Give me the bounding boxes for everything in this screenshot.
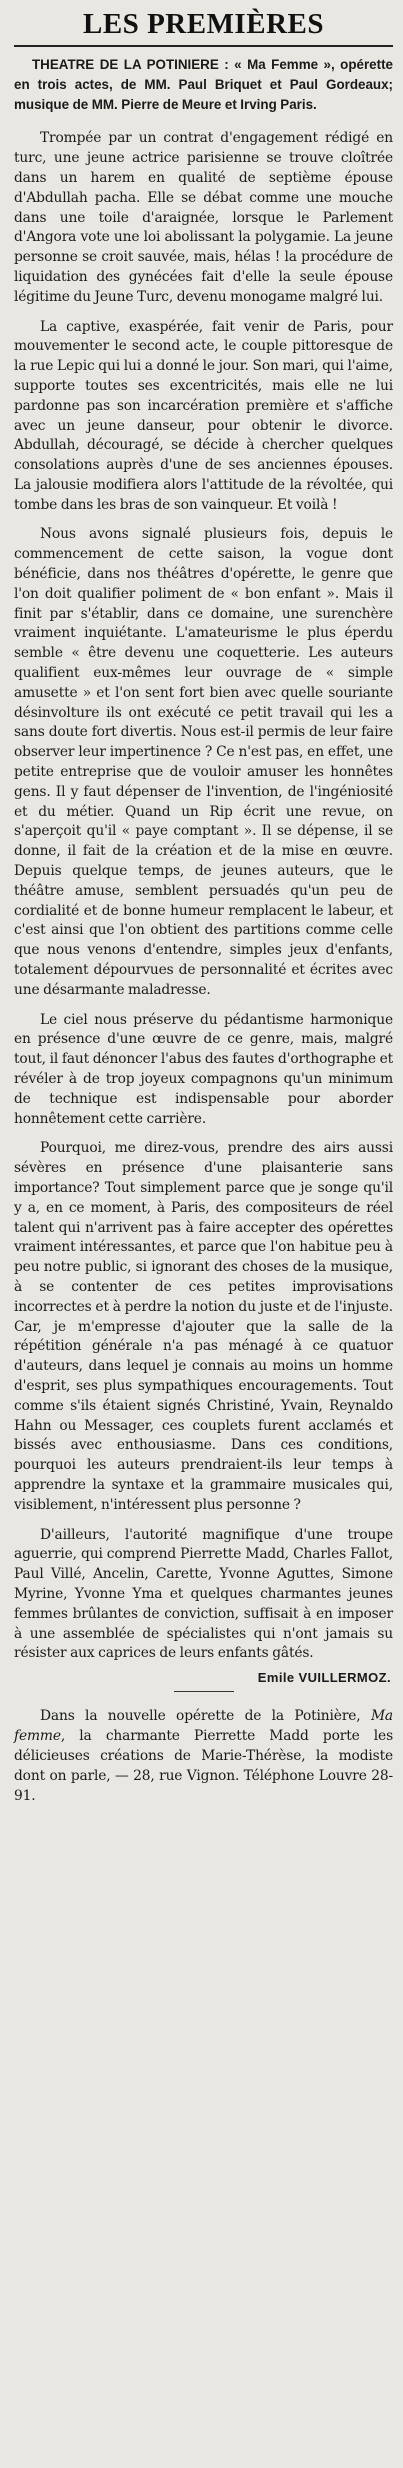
paragraph: D'ailleurs, l'autorité magnifique d'une troupe aguerrie, qui comprend Pierrette Madd, Charles Fallot, Paul Villé, Ancelin, Carette, Yvonne Aguttes, Simone Myrine, Yvonne Yma et quelques charmantes jeunes femmes brûlantes de conviction, suffisait à en imposer à une assemblée de spécialistes qui n'ont jamais su résister aux caprices de leurs enfants gâtés. (14, 1526, 393, 1662)
page-title: LES PREMIÈRES (83, 8, 324, 40)
paragraph: Nous avons signalé plusieurs fois, depuis le commencement de cette saison, la vogue dont bénéficie, dans nos théâtres d'opérette, le genre que l'on doit qualifier poliment de « bon enfant ». Mais il finit par s'établir, dans ce domaine, une surenchère vraiment inquiétante. L'amateurisme le plus éperdu semble « être devenu une coquetterie. Les auteurs qualifient eux-mêmes leur ouvrage de « simple amusette » et l'on sent fort bien avec quelle souriante désinvolture ils ont exécuté ce petit travail qui les a sans doute fort divertis. Nous est-il permis de leur faire observer leur impertinence ? Ce n'est pas, en effet, une petite entreprise que de vouloir amuser les honnêtes gens. Il y faut dépenser de l'invention, de l'ingéniosité et du métier. Quand un Rip écrit une revue, on s'aperçoit qu'il « paye comptant ». Il se dépense, il se donne, il fait de la création et de la mise en œuvre. Depuis quelque temps, de jeunes auteurs, que le théâtre amuse, semblent persuadés qu'un peu de cordialité et de bonne humeur remplacent le labeur, et c'est ainsi que l'on obtient des partitions comme celle que nous venons d'entendre, simples jeux d'enfants, totalement dépourvues de personnalité et écrites avec une désarmante maladresse. (14, 526, 393, 998)
paragraph: Trompée par un contrat d'engagement rédigé en turc, une jeune actrice parisienne se trouve cloîtrée dans un harem en qualité de septième épouse d'Abdullah pacha. Elle se débat comme une mouche dans une toile d'araignée, lorsque le Parlement d'Angora vote une loi abolissant la polygamie. La jeune personne se croit sauvée, mais, hélas ! la procédure de liquidation des gynécées fait d'elle la seule épouse légitime du Jeune Turc, devenu monogame malgré lui. (14, 130, 393, 305)
notice-title: Ma femme (14, 1708, 393, 1745)
paragraph: La captive, exaspérée, fait venir de Paris, pour mouvementer le second acte, le couple pittoresque de la rue Lepic qui lui a donné le jour. Son mari, qui l'aime, supporte toutes ses excentricités, mais elle ne lui pardonne pas son incarcération première et s'affiche avec un jeune danseur, pour obtenir le divorce. Abdullah, découragé, se décide à chercher quelques consolations auprès d'une de ses anciennes épouses. La jalousie modifiera alors l'attitude de la révoltée, qui tombe dans les bras de son vainqueur. Et voilà ! (14, 318, 393, 513)
separator-rule (174, 1691, 234, 1692)
title-rule (14, 45, 393, 47)
author-signature: Emile VUILLERMOZ. (257, 1670, 391, 1686)
paragraph: Le ciel nous préserve du pédantisme harmonique en présence d'une œuvre de ce genre, mais, malgré tout, il faut dénoncer l'abus des fautes d'orthographe et révéler à de trop joyeux compagnons qu'un minimum de technique est indispensable pour aborder honnêtement cette carrière. (14, 1011, 393, 1127)
advertisement-notice (14, 1706, 393, 1806)
review-lede: THEATRE DE LA POTINIERE : « Ma Femme », opérette en trois actes, de MM. Paul Briquet et Paul Gordeaux; musique de MM. Pierre de Meure et Irving Paris. (14, 57, 393, 113)
notice-text-before: Dans la nouvelle opérette de la Potinière, (40, 1708, 371, 1725)
paragraph: Pourquoi, me direz-vous, prendre des airs aussi sévères en présence d'une plaisanterie sans importance? Tout simplement parce que je songe qu'il y a, en ce moment, à Paris, des compositeurs de réel talent qui n'arrivent pas à faire accepter des opérettes vraiment intéressantes, et parce que l'on habitue peu à peu notre public, si ignorant des choses de la musique, à se contenter de ces petites improvisations incorrectes et à perdre la notion du juste et de l'injuste. Car, je m'empresse d'ajouter que la salle de la répétition générale n'a pas ménagé à ce quatuor d'auteurs, dans lequel je connais au moins un homme d'esprit, ses plus sympathiques encouragements. Tout comme s'ils étaient signés Christiné, Yvain, Reynaldo Hahn ou Messager, ces couplets furent acclamés et bissés avec enthousiasme. Dans ces conditions, pourquoi les auteurs prendraient-ils leur temps à apprendre la syntaxe et la grammaire musicales qui, visiblement, n'intéressent plus personne ? (14, 1140, 393, 1513)
notice-text-after: , la charmante Pierrette Madd porte les délicieuses créations de Marie-Thérèse, la modiste dont on parle, — 28, rue Vignon. Téléphone Louvre 28-91. (14, 1728, 393, 1805)
